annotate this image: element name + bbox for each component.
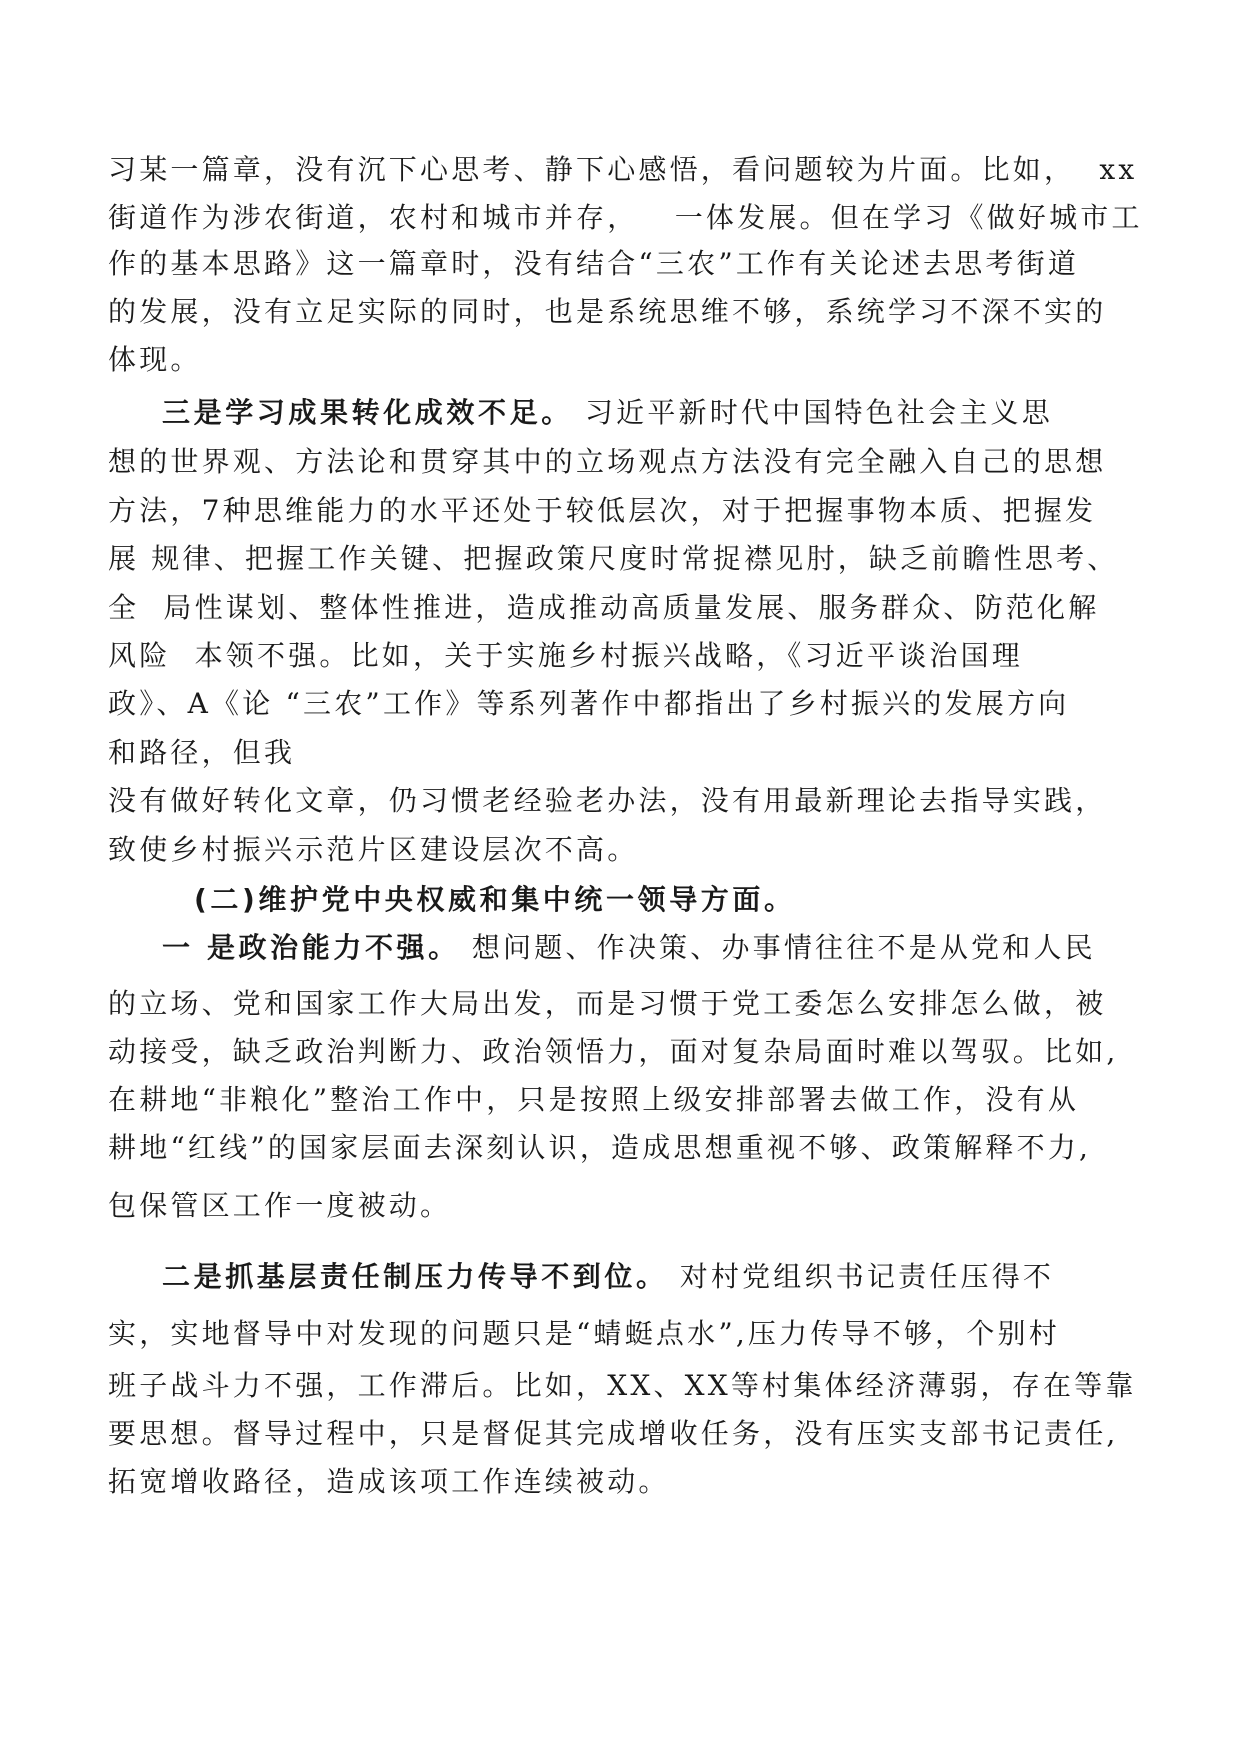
paragraph-line: 动接受，缺乏政治判断力、政治领悟力，面对复杂局面时难以驾驭。比如, [108,1035,1119,1068]
paragraph-first-line [162,1257,1054,1297]
section-heading: (二)维护党中央权威和集中统一领导方面。 [194,883,796,916]
paragraph-line: 作的基本思路》这一篇章时，没有结合“三农”工作有关论述去思考街道 [108,247,1080,280]
paragraph-line: 街道作为涉农街道，农村和城市并存， 一体发展。但在学习《做好城市工 [108,201,1143,234]
paragraph-heading: 三是学习成果转化成效不足。 [162,396,573,429]
paragraph-line: 体现。 [108,343,202,376]
paragraph-line: 全 局性谋划、整体性推进，造成推动高质量发展、服务群众、防范化解 [108,591,1100,624]
paragraph-heading: 二是抓基层责任制压力传导不到位。 [162,1260,668,1293]
paragraph-line: 在耕地“非粮化”整治工作中，只是按照上级安排部署去做工作，没有从 [108,1083,1080,1116]
paragraph-line: 和路径，但我 [108,736,296,769]
paragraph-text: 习近平新时代中国特色社会主义思 [572,396,1053,429]
paragraph-line: 政》、A《论 “三农”工作》等系列著作中都指出了乡村振兴的发展方向 [108,687,1070,720]
paragraph-line: 展 规律、把握工作关键、把握政策尺度时常捉襟见肘，缺乏前瞻性思考、 [108,542,1119,575]
paragraph-first-line [162,393,1053,433]
paragraph-line: 拓宽增收路径，造成该项工作连续被动。 [108,1465,670,1498]
paragraph-line: 班子战斗力不强，工作滞后。比如，XX、XX等村集体经济薄弱，存在等靠 [108,1369,1137,1402]
paragraph-line: 要思想。督导过程中，只是督促其完成增收任务，没有压实支部书记责任, [108,1417,1119,1450]
paragraph-line: 风险 本领不强。比如，关于实施乡村振兴战略，《习近平谈治国理 [108,639,1024,672]
paragraph-line: 的立场、党和国家工作大局出发，而是习惯于党工委怎么安排怎么做，被 [108,987,1107,1020]
paragraph-line: 习某一篇章，没有沉下心思考、静下心感悟，看问题较为片面。比如， xx [108,153,1138,186]
paragraph-heading: 一 是政治能力不强。 [162,931,460,964]
paragraph-line: 没有做好转化文章，仍习惯老经验老办法，没有用最新理论去指导实践， [108,784,1107,817]
paragraph-line: 包保管区工作一度被动。 [108,1189,452,1222]
paragraph-line: 方法，7种思维能力的水平还处于较低层次，对于把握事物本质、把握发 [108,494,1097,527]
paragraph-line: 想的世界观、方法论和贯穿其中的立场观点方法没有完全融入自己的思想 [108,445,1107,478]
paragraph-line: 耕地“红线”的国家层面去深刻认识，造成思想重视不够、政策解释不力, [108,1131,1092,1164]
paragraph-first-line [162,928,1096,968]
paragraph-line: 致使乡村振兴示范片区建设层次不高。 [108,833,639,866]
paragraph-line: 实，实地督导中对发现的问题只是“蜻蜓点水”,压力传导不够，个别村 [108,1317,1060,1350]
paragraph-text: 对村党组织书记责任压得不 [667,1260,1055,1293]
paragraph-text: 想问题、作决策、办事情往往不是从党和人民 [459,931,1096,964]
paragraph-line: 的发展，没有立足实际的同时，也是系统思维不够，系统学习不深不实的 [108,295,1107,328]
